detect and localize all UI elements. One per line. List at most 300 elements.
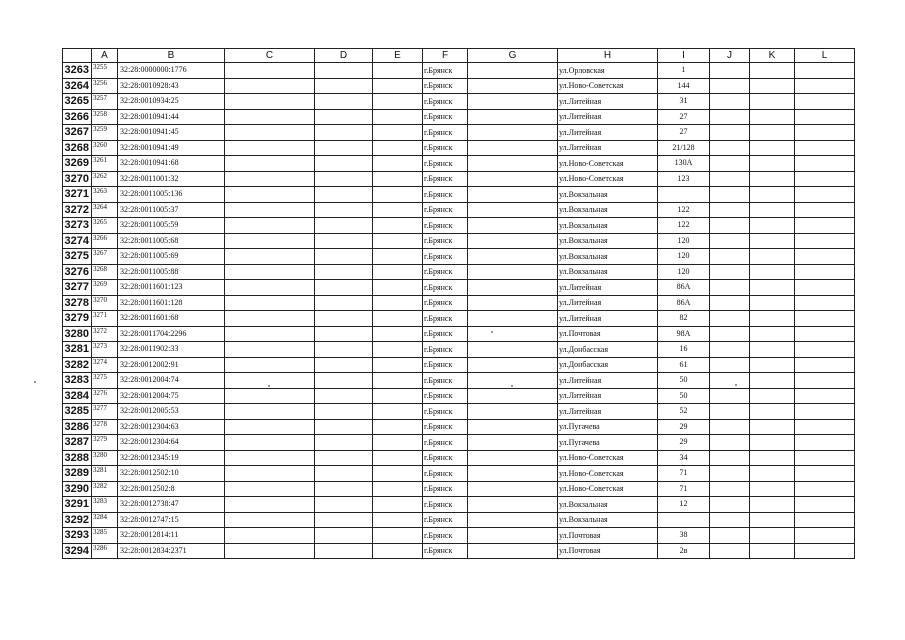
cell-h[interactable]: ул.Вокзальная: [558, 512, 658, 528]
cell-b[interactable]: 32:28:0012304:64: [118, 435, 225, 451]
cell-d[interactable]: [315, 63, 373, 79]
cell-c[interactable]: [225, 78, 315, 94]
cell-c[interactable]: [225, 342, 315, 358]
cell-g[interactable]: [468, 311, 558, 327]
cell-j[interactable]: [710, 419, 750, 435]
cell-l[interactable]: [795, 295, 855, 311]
cell-j[interactable]: [710, 218, 750, 234]
cell-g[interactable]: [468, 497, 558, 513]
cell-l[interactable]: [795, 388, 855, 404]
cell-l[interactable]: [795, 404, 855, 420]
cell-j[interactable]: [710, 202, 750, 218]
row-number[interactable]: 3282: [63, 357, 92, 373]
cell-h[interactable]: ул.Литейная: [558, 280, 658, 296]
cell-e[interactable]: [373, 528, 423, 544]
row-number[interactable]: 3276: [63, 264, 92, 280]
cell-b[interactable]: 32:28:0012345:19: [118, 450, 225, 466]
row-number[interactable]: 3278: [63, 295, 92, 311]
cell-e[interactable]: [373, 481, 423, 497]
row-number[interactable]: 3280: [63, 326, 92, 342]
cell-l[interactable]: [795, 218, 855, 234]
cell-f[interactable]: г.Брянск: [423, 466, 468, 482]
cell-h[interactable]: ул.Ново-Советская: [558, 171, 658, 187]
column-header-e[interactable]: E: [373, 49, 423, 63]
cell-i[interactable]: 71: [658, 466, 710, 482]
cell-b[interactable]: 32:28:0011005:88: [118, 264, 225, 280]
row-number[interactable]: 3283: [63, 373, 92, 389]
cell-g[interactable]: [468, 280, 558, 296]
cell-h[interactable]: ул.Литейная: [558, 140, 658, 156]
row-number[interactable]: 3271: [63, 187, 92, 203]
cell-a[interactable]: 3271: [92, 311, 118, 327]
cell-b[interactable]: 32:28:0011601:68: [118, 311, 225, 327]
cell-j[interactable]: [710, 280, 750, 296]
cell-g[interactable]: [468, 528, 558, 544]
cell-j[interactable]: [710, 109, 750, 125]
cell-h[interactable]: ул.Вокзальная: [558, 249, 658, 265]
cell-k[interactable]: [750, 140, 795, 156]
cell-g[interactable]: [468, 202, 558, 218]
cell-e[interactable]: [373, 218, 423, 234]
cell-g[interactable]: [468, 435, 558, 451]
cell-d[interactable]: [315, 280, 373, 296]
cell-g[interactable]: [468, 156, 558, 172]
cell-h[interactable]: ул.Донбасская: [558, 357, 658, 373]
cell-c[interactable]: [225, 171, 315, 187]
cell-c[interactable]: [225, 264, 315, 280]
cell-f[interactable]: г.Брянск: [423, 78, 468, 94]
cell-f[interactable]: г.Брянск: [423, 295, 468, 311]
cell-b[interactable]: 32:28:0012004:74: [118, 373, 225, 389]
cell-j[interactable]: [710, 78, 750, 94]
cell-d[interactable]: [315, 109, 373, 125]
cell-e[interactable]: [373, 543, 423, 559]
cell-k[interactable]: [750, 63, 795, 79]
row-number[interactable]: 3264: [63, 78, 92, 94]
row-number[interactable]: 3270: [63, 171, 92, 187]
cell-g[interactable]: [468, 342, 558, 358]
column-header-b[interactable]: B: [118, 49, 225, 63]
cell-h[interactable]: ул.Почтовая: [558, 528, 658, 544]
column-header-l[interactable]: L: [795, 49, 855, 63]
cell-i[interactable]: 120: [658, 264, 710, 280]
cell-g[interactable]: [468, 295, 558, 311]
cell-h[interactable]: ул.Вокзальная: [558, 497, 658, 513]
cell-d[interactable]: [315, 311, 373, 327]
cell-a[interactable]: 3286: [92, 543, 118, 559]
cell-b[interactable]: 32:28:0012502:10: [118, 466, 225, 482]
cell-f[interactable]: г.Брянск: [423, 125, 468, 141]
cell-f[interactable]: г.Брянск: [423, 280, 468, 296]
cell-h[interactable]: ул.Пугачева: [558, 435, 658, 451]
cell-g[interactable]: [468, 326, 558, 342]
cell-b[interactable]: 32:28:0010928:43: [118, 78, 225, 94]
cell-k[interactable]: [750, 187, 795, 203]
cell-e[interactable]: [373, 78, 423, 94]
cell-a[interactable]: 3281: [92, 466, 118, 482]
cell-j[interactable]: [710, 187, 750, 203]
column-header-i[interactable]: I: [658, 49, 710, 63]
row-number[interactable]: 3285: [63, 404, 92, 420]
cell-h[interactable]: ул.Литейная: [558, 125, 658, 141]
cell-i[interactable]: 86А: [658, 280, 710, 296]
cell-k[interactable]: [750, 233, 795, 249]
cell-h[interactable]: ул.Вокзальная: [558, 218, 658, 234]
cell-j[interactable]: [710, 342, 750, 358]
cell-b[interactable]: 32:28:0010941:49: [118, 140, 225, 156]
cell-g[interactable]: [468, 218, 558, 234]
cell-a[interactable]: 3277: [92, 404, 118, 420]
cell-h[interactable]: ул.Почтовая: [558, 543, 658, 559]
cell-k[interactable]: [750, 280, 795, 296]
column-header-k[interactable]: K: [750, 49, 795, 63]
cell-d[interactable]: [315, 404, 373, 420]
cell-k[interactable]: [750, 125, 795, 141]
cell-c[interactable]: [225, 202, 315, 218]
cell-i[interactable]: 122: [658, 202, 710, 218]
cell-i[interactable]: 82: [658, 311, 710, 327]
cell-g[interactable]: [468, 357, 558, 373]
cell-c[interactable]: [225, 109, 315, 125]
cell-a[interactable]: 3280: [92, 450, 118, 466]
cell-j[interactable]: [710, 326, 750, 342]
cell-b[interactable]: 32:28:0011005:136: [118, 187, 225, 203]
cell-g[interactable]: [468, 94, 558, 110]
cell-j[interactable]: [710, 466, 750, 482]
cell-c[interactable]: [225, 466, 315, 482]
cell-k[interactable]: [750, 466, 795, 482]
cell-l[interactable]: [795, 140, 855, 156]
cell-j[interactable]: [710, 295, 750, 311]
cell-k[interactable]: [750, 202, 795, 218]
cell-k[interactable]: [750, 264, 795, 280]
cell-l[interactable]: [795, 187, 855, 203]
cell-b[interactable]: 32:28:0011005:68: [118, 233, 225, 249]
cell-k[interactable]: [750, 481, 795, 497]
cell-h[interactable]: ул.Ново-Советская: [558, 156, 658, 172]
cell-k[interactable]: [750, 156, 795, 172]
cell-i[interactable]: 29: [658, 419, 710, 435]
cell-a[interactable]: 3283: [92, 497, 118, 513]
row-number[interactable]: 3291: [63, 497, 92, 513]
cell-i[interactable]: 86А: [658, 295, 710, 311]
cell-a[interactable]: 3273: [92, 342, 118, 358]
cell-i[interactable]: 144: [658, 78, 710, 94]
row-number[interactable]: 3290: [63, 481, 92, 497]
cell-l[interactable]: [795, 373, 855, 389]
cell-h[interactable]: ул.Орловская: [558, 63, 658, 79]
cell-l[interactable]: [795, 419, 855, 435]
cell-j[interactable]: [710, 156, 750, 172]
cell-i[interactable]: 130А: [658, 156, 710, 172]
cell-a[interactable]: 3268: [92, 264, 118, 280]
cell-a[interactable]: 3266: [92, 233, 118, 249]
cell-l[interactable]: [795, 342, 855, 358]
row-number[interactable]: 3289: [63, 466, 92, 482]
cell-b[interactable]: 32:28:0012814:11: [118, 528, 225, 544]
cell-d[interactable]: [315, 140, 373, 156]
cell-c[interactable]: [225, 481, 315, 497]
cell-l[interactable]: [795, 249, 855, 265]
cell-l[interactable]: [795, 63, 855, 79]
cell-f[interactable]: г.Брянск: [423, 357, 468, 373]
cell-g[interactable]: [468, 233, 558, 249]
cell-a[interactable]: 3269: [92, 280, 118, 296]
cell-j[interactable]: [710, 94, 750, 110]
cell-k[interactable]: [750, 419, 795, 435]
cell-d[interactable]: [315, 78, 373, 94]
cell-g[interactable]: [468, 450, 558, 466]
cell-a[interactable]: 3267: [92, 249, 118, 265]
cell-f[interactable]: г.Брянск: [423, 342, 468, 358]
cell-b[interactable]: 32:28:0012747:15: [118, 512, 225, 528]
cell-i[interactable]: 52: [658, 404, 710, 420]
cell-i[interactable]: 12: [658, 497, 710, 513]
cell-j[interactable]: [710, 435, 750, 451]
cell-l[interactable]: [795, 78, 855, 94]
cell-g[interactable]: [468, 187, 558, 203]
cell-e[interactable]: [373, 295, 423, 311]
cell-j[interactable]: [710, 311, 750, 327]
cell-j[interactable]: [710, 512, 750, 528]
cell-d[interactable]: [315, 481, 373, 497]
cell-l[interactable]: [795, 280, 855, 296]
cell-d[interactable]: [315, 94, 373, 110]
cell-d[interactable]: [315, 202, 373, 218]
cell-e[interactable]: [373, 404, 423, 420]
cell-f[interactable]: г.Брянск: [423, 264, 468, 280]
cell-d[interactable]: [315, 497, 373, 513]
cell-e[interactable]: [373, 140, 423, 156]
cell-k[interactable]: [750, 373, 795, 389]
cell-j[interactable]: [710, 373, 750, 389]
cell-i[interactable]: 29: [658, 435, 710, 451]
cell-c[interactable]: [225, 543, 315, 559]
cell-b[interactable]: 32:28:0012004:75: [118, 388, 225, 404]
cell-f[interactable]: г.Брянск: [423, 388, 468, 404]
cell-c[interactable]: [225, 249, 315, 265]
cell-d[interactable]: [315, 295, 373, 311]
cell-l[interactable]: [795, 357, 855, 373]
cell-f[interactable]: г.Брянск: [423, 63, 468, 79]
cell-h[interactable]: ул.Литейная: [558, 295, 658, 311]
cell-l[interactable]: [795, 326, 855, 342]
cell-e[interactable]: [373, 419, 423, 435]
cell-h[interactable]: ул.Ново-Советская: [558, 481, 658, 497]
cell-g[interactable]: [468, 63, 558, 79]
column-header-a[interactable]: A: [92, 49, 118, 63]
row-number[interactable]: 3294: [63, 543, 92, 559]
cell-d[interactable]: [315, 388, 373, 404]
cell-b[interactable]: 32:28:0000000:1776: [118, 63, 225, 79]
cell-h[interactable]: ул.Ново-Советская: [558, 450, 658, 466]
cell-l[interactable]: [795, 233, 855, 249]
row-number[interactable]: 3266: [63, 109, 92, 125]
cell-d[interactable]: [315, 249, 373, 265]
cell-c[interactable]: [225, 63, 315, 79]
cell-d[interactable]: [315, 419, 373, 435]
cell-d[interactable]: [315, 450, 373, 466]
column-header-h[interactable]: H: [558, 49, 658, 63]
cell-c[interactable]: [225, 419, 315, 435]
cell-b[interactable]: 32:28:0011902:33: [118, 342, 225, 358]
cell-a[interactable]: 3270: [92, 295, 118, 311]
cell-e[interactable]: [373, 187, 423, 203]
row-number[interactable]: 3286: [63, 419, 92, 435]
cell-l[interactable]: [795, 543, 855, 559]
cell-f[interactable]: г.Брянск: [423, 543, 468, 559]
cell-j[interactable]: [710, 404, 750, 420]
row-number[interactable]: 3279: [63, 311, 92, 327]
cell-a[interactable]: 3260: [92, 140, 118, 156]
cell-j[interactable]: [710, 125, 750, 141]
column-header-f[interactable]: F: [423, 49, 468, 63]
cell-d[interactable]: [315, 326, 373, 342]
cell-l[interactable]: [795, 264, 855, 280]
cell-l[interactable]: [795, 171, 855, 187]
cell-c[interactable]: [225, 233, 315, 249]
cell-i[interactable]: 123: [658, 171, 710, 187]
cell-i[interactable]: 1: [658, 63, 710, 79]
cell-e[interactable]: [373, 63, 423, 79]
cell-c[interactable]: [225, 94, 315, 110]
cell-d[interactable]: [315, 435, 373, 451]
cell-g[interactable]: [468, 125, 558, 141]
cell-b[interactable]: 32:28:0010941:68: [118, 156, 225, 172]
cell-e[interactable]: [373, 171, 423, 187]
cell-b[interactable]: 32:28:0010941:45: [118, 125, 225, 141]
cell-e[interactable]: [373, 373, 423, 389]
cell-c[interactable]: [225, 156, 315, 172]
cell-f[interactable]: г.Брянск: [423, 450, 468, 466]
cell-i[interactable]: 61: [658, 357, 710, 373]
cell-a[interactable]: 3264: [92, 202, 118, 218]
cell-g[interactable]: [468, 264, 558, 280]
cell-d[interactable]: [315, 233, 373, 249]
cell-j[interactable]: [710, 264, 750, 280]
cell-e[interactable]: [373, 264, 423, 280]
row-number[interactable]: 3293: [63, 528, 92, 544]
cell-d[interactable]: [315, 512, 373, 528]
cell-a[interactable]: 3263: [92, 187, 118, 203]
cell-l[interactable]: [795, 450, 855, 466]
cell-i[interactable]: 71: [658, 481, 710, 497]
cell-b[interactable]: 32:28:0012502:8: [118, 481, 225, 497]
cell-f[interactable]: г.Брянск: [423, 404, 468, 420]
cell-g[interactable]: [468, 512, 558, 528]
cell-k[interactable]: [750, 295, 795, 311]
cell-d[interactable]: [315, 543, 373, 559]
cell-c[interactable]: [225, 404, 315, 420]
cell-i[interactable]: 98А: [658, 326, 710, 342]
cell-a[interactable]: 3275: [92, 373, 118, 389]
cell-b[interactable]: 32:28:0011005:69: [118, 249, 225, 265]
cell-f[interactable]: г.Брянск: [423, 187, 468, 203]
column-header-g[interactable]: G: [468, 49, 558, 63]
cell-b[interactable]: 32:28:0012834:2371: [118, 543, 225, 559]
cell-c[interactable]: [225, 388, 315, 404]
cell-g[interactable]: [468, 109, 558, 125]
cell-k[interactable]: [750, 171, 795, 187]
cell-c[interactable]: [225, 357, 315, 373]
cell-h[interactable]: ул.Литейная: [558, 109, 658, 125]
cell-e[interactable]: [373, 342, 423, 358]
cell-k[interactable]: [750, 450, 795, 466]
cell-k[interactable]: [750, 218, 795, 234]
cell-j[interactable]: [710, 233, 750, 249]
cell-l[interactable]: [795, 435, 855, 451]
cell-h[interactable]: ул.Вокзальная: [558, 264, 658, 280]
cell-e[interactable]: [373, 156, 423, 172]
cell-b[interactable]: 32:28:0012738:47: [118, 497, 225, 513]
cell-g[interactable]: [468, 466, 558, 482]
cell-a[interactable]: 3276: [92, 388, 118, 404]
cell-g[interactable]: [468, 78, 558, 94]
cell-l[interactable]: [795, 109, 855, 125]
cell-i[interactable]: [658, 512, 710, 528]
cell-k[interactable]: [750, 404, 795, 420]
cell-k[interactable]: [750, 497, 795, 513]
cell-e[interactable]: [373, 94, 423, 110]
cell-c[interactable]: [225, 311, 315, 327]
cell-j[interactable]: [710, 543, 750, 559]
cell-i[interactable]: 31: [658, 94, 710, 110]
cell-f[interactable]: г.Брянск: [423, 497, 468, 513]
cell-k[interactable]: [750, 311, 795, 327]
row-number[interactable]: 3292: [63, 512, 92, 528]
cell-f[interactable]: г.Брянск: [423, 481, 468, 497]
cell-e[interactable]: [373, 466, 423, 482]
cell-f[interactable]: г.Брянск: [423, 171, 468, 187]
cell-a[interactable]: 3259: [92, 125, 118, 141]
cell-a[interactable]: 3261: [92, 156, 118, 172]
cell-f[interactable]: г.Брянск: [423, 202, 468, 218]
cell-j[interactable]: [710, 357, 750, 373]
cell-e[interactable]: [373, 450, 423, 466]
cell-b[interactable]: 32:28:0012002:91: [118, 357, 225, 373]
cell-k[interactable]: [750, 326, 795, 342]
cell-d[interactable]: [315, 528, 373, 544]
cell-a[interactable]: 3279: [92, 435, 118, 451]
cell-h[interactable]: ул.Литейная: [558, 373, 658, 389]
cell-f[interactable]: г.Брянск: [423, 249, 468, 265]
cell-f[interactable]: г.Брянск: [423, 109, 468, 125]
cell-i[interactable]: 21/128: [658, 140, 710, 156]
cell-l[interactable]: [795, 481, 855, 497]
cell-h[interactable]: ул.Ново-Советская: [558, 466, 658, 482]
cell-i[interactable]: 34: [658, 450, 710, 466]
cell-c[interactable]: [225, 528, 315, 544]
cell-g[interactable]: [468, 404, 558, 420]
row-number[interactable]: 3263: [63, 63, 92, 79]
cell-f[interactable]: г.Брянск: [423, 218, 468, 234]
cell-j[interactable]: [710, 388, 750, 404]
cell-d[interactable]: [315, 466, 373, 482]
cell-h[interactable]: ул.Литейная: [558, 94, 658, 110]
cell-e[interactable]: [373, 388, 423, 404]
cell-h[interactable]: ул.Литейная: [558, 404, 658, 420]
cell-e[interactable]: [373, 311, 423, 327]
cell-k[interactable]: [750, 342, 795, 358]
cell-e[interactable]: [373, 249, 423, 265]
cell-k[interactable]: [750, 249, 795, 265]
cell-h[interactable]: ул.Ново-Советская: [558, 78, 658, 94]
cell-b[interactable]: 32:28:0011601:123: [118, 280, 225, 296]
cell-i[interactable]: 27: [658, 125, 710, 141]
cell-d[interactable]: [315, 264, 373, 280]
cell-l[interactable]: [795, 202, 855, 218]
cell-h[interactable]: ул.Вокзальная: [558, 233, 658, 249]
